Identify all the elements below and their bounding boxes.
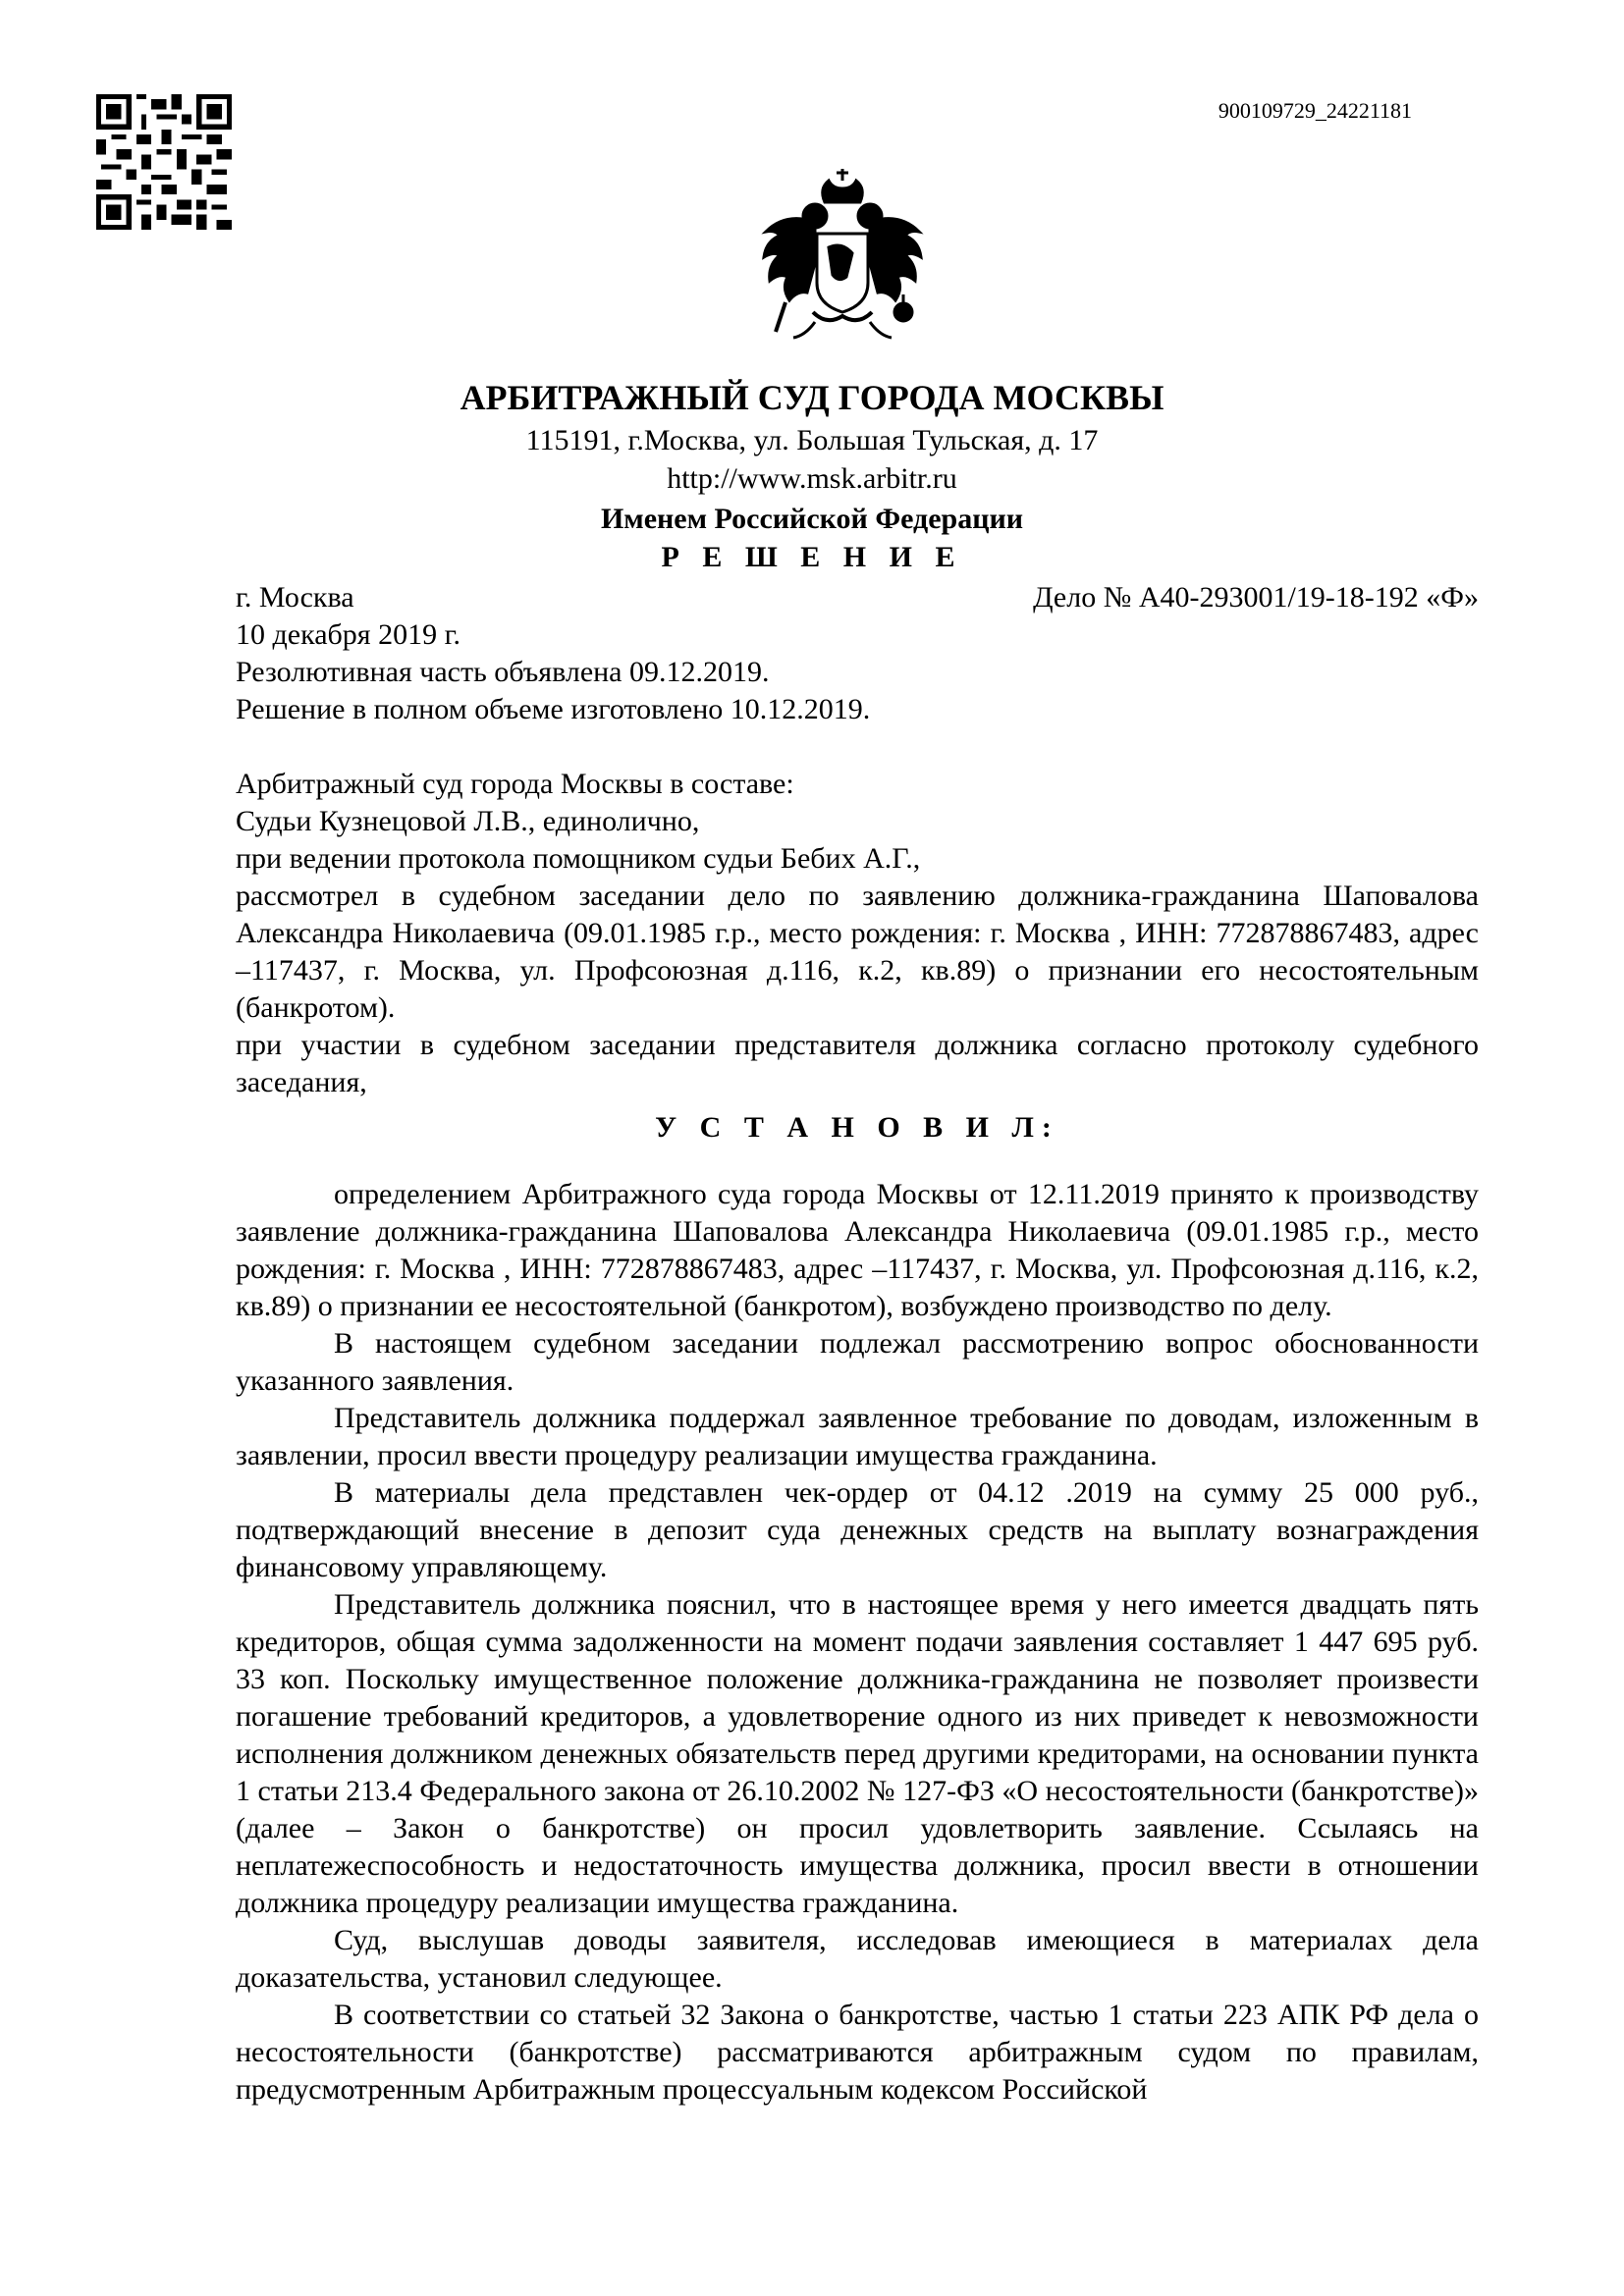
body-paragraph: определением Арбитражного суда города Москвы от 12.11.2019 принято к производству заявление должника-гражданина Шаповалова Александра Николаевича (09.01.1985 г.р., место рождения: г. Москва , ИНН: 772878867483, адрес –117437, г. Москва, ул. Профсоюзная д.116, к.2, кв.89) о признании ее несостоятельной (банкротом), возбуждено производство по делу. bbox=[236, 1178, 1479, 1322]
established-heading: У С Т А Н О В И Л: bbox=[655, 1111, 1059, 1144]
decision-date: 10 декабря 2019 г. bbox=[236, 618, 460, 651]
court-address: 115191, г.Москва, ул. Большая Тульская, д. 17 bbox=[525, 424, 1099, 456]
composition-line: Судьи Кузнецовой Л.В., единолично, bbox=[236, 805, 700, 837]
city-case-row bbox=[236, 579, 1479, 616]
document-type: Р Е Ш Е Н И Е bbox=[661, 541, 963, 573]
court-name: АРБИТРАЖНЫЙ СУД ГОРОДА МОСКВЫ bbox=[460, 378, 1164, 417]
considered-paragraph: рассмотрел в судебном заседании дело по заявлению должника-гражданина Шаповалова Александра Николаевича (09.01.1985 г.р., место рождения: г. Москва , ИНН: 772878867483, адрес –117437, г. Москва, ул. Профсоюзная д.116, к.2, кв.89) о признании его несостоятельным (банкротом). bbox=[236, 880, 1479, 1024]
city: г. Москва bbox=[236, 581, 354, 614]
body-paragraph: Представитель должника пояснил, что в настоящее время у него имеется двадцать пять кредиторов, общая сумма задолженности на момент подачи заявления составляет 1 447 695 руб. 33 коп. Поскольку имущественное положение должника-гражданина не позволяет произвести погашение требований кредиторов, а удовлетворение одного из них приведет к невозможности исполнения должником денежных обязательств перед другими кредиторами, на основании пункта 1 статьи 213.4 Федерального закона от 26.10.2002 № 127-ФЗ «О несостоятельности (банкротстве)» (далее – Закон о банкротстве) он просил удовлетворить заявление. Ссылаясь на неплатежеспособность и недостаточность имущества должника, просил ввести в отношении должника процедуру реализации имущества гражданина. bbox=[236, 1588, 1479, 1919]
document-code: 900109729_24221181 bbox=[1218, 98, 1412, 123]
coat-of-arms-icon bbox=[756, 165, 929, 351]
body-paragraph: В соответствии со статьей 32 Закона о банкротстве, частью 1 статьи 223 АПК РФ дела о несостоятельности (банкротстве) рассматриваются арбитражным судом по правилам, предусмотренным Арбитражным процессуальным кодексом Российской bbox=[236, 1999, 1479, 2106]
body-paragraph: В настоящем судебном заседании подлежал рассмотрению вопрос обоснованности указанного заявления. bbox=[236, 1327, 1479, 1397]
authority-line: Именем Российской Федерации bbox=[600, 503, 1024, 535]
resolution-announced: Резолютивная часть объявлена 09.12.2019. bbox=[236, 656, 770, 688]
composition-line: Арбитражный суд города Москвы в составе: bbox=[236, 768, 794, 800]
document-body bbox=[236, 579, 1479, 2109]
participation-paragraph: при участии в судебном заседании представителя должника согласно протоколу судебного заседания, bbox=[236, 1029, 1479, 1098]
composition-line: при ведении протокола помощником судьи Бебих А.Г., bbox=[236, 842, 921, 875]
body-paragraph: Представитель должника поддержал заявленное требование по доводам, изложенным в заявлении, просил ввести процедуру реализации имущества гражданина. bbox=[236, 1402, 1479, 1471]
body-paragraph: Суд, выслушав доводы заявителя, исследовав имеющиеся в материалах дела доказательства, установил следующее. bbox=[236, 1924, 1479, 1994]
case-number: Дело № А40-293001/19-18-192 «Ф» bbox=[1033, 581, 1479, 614]
body-paragraph: В материалы дела представлен чек-ордер от 04.12 .2019 на сумму 25 000 руб., подтверждающий внесение в депозит суда денежных средств на выплату вознаграждения финансовому управляющему. bbox=[236, 1476, 1479, 1583]
qr-code bbox=[96, 94, 232, 230]
decision-prepared: Решение в полном объеме изготовлено 10.12.2019. bbox=[236, 693, 871, 725]
court-website: http://www.msk.arbitr.ru bbox=[667, 462, 957, 495]
